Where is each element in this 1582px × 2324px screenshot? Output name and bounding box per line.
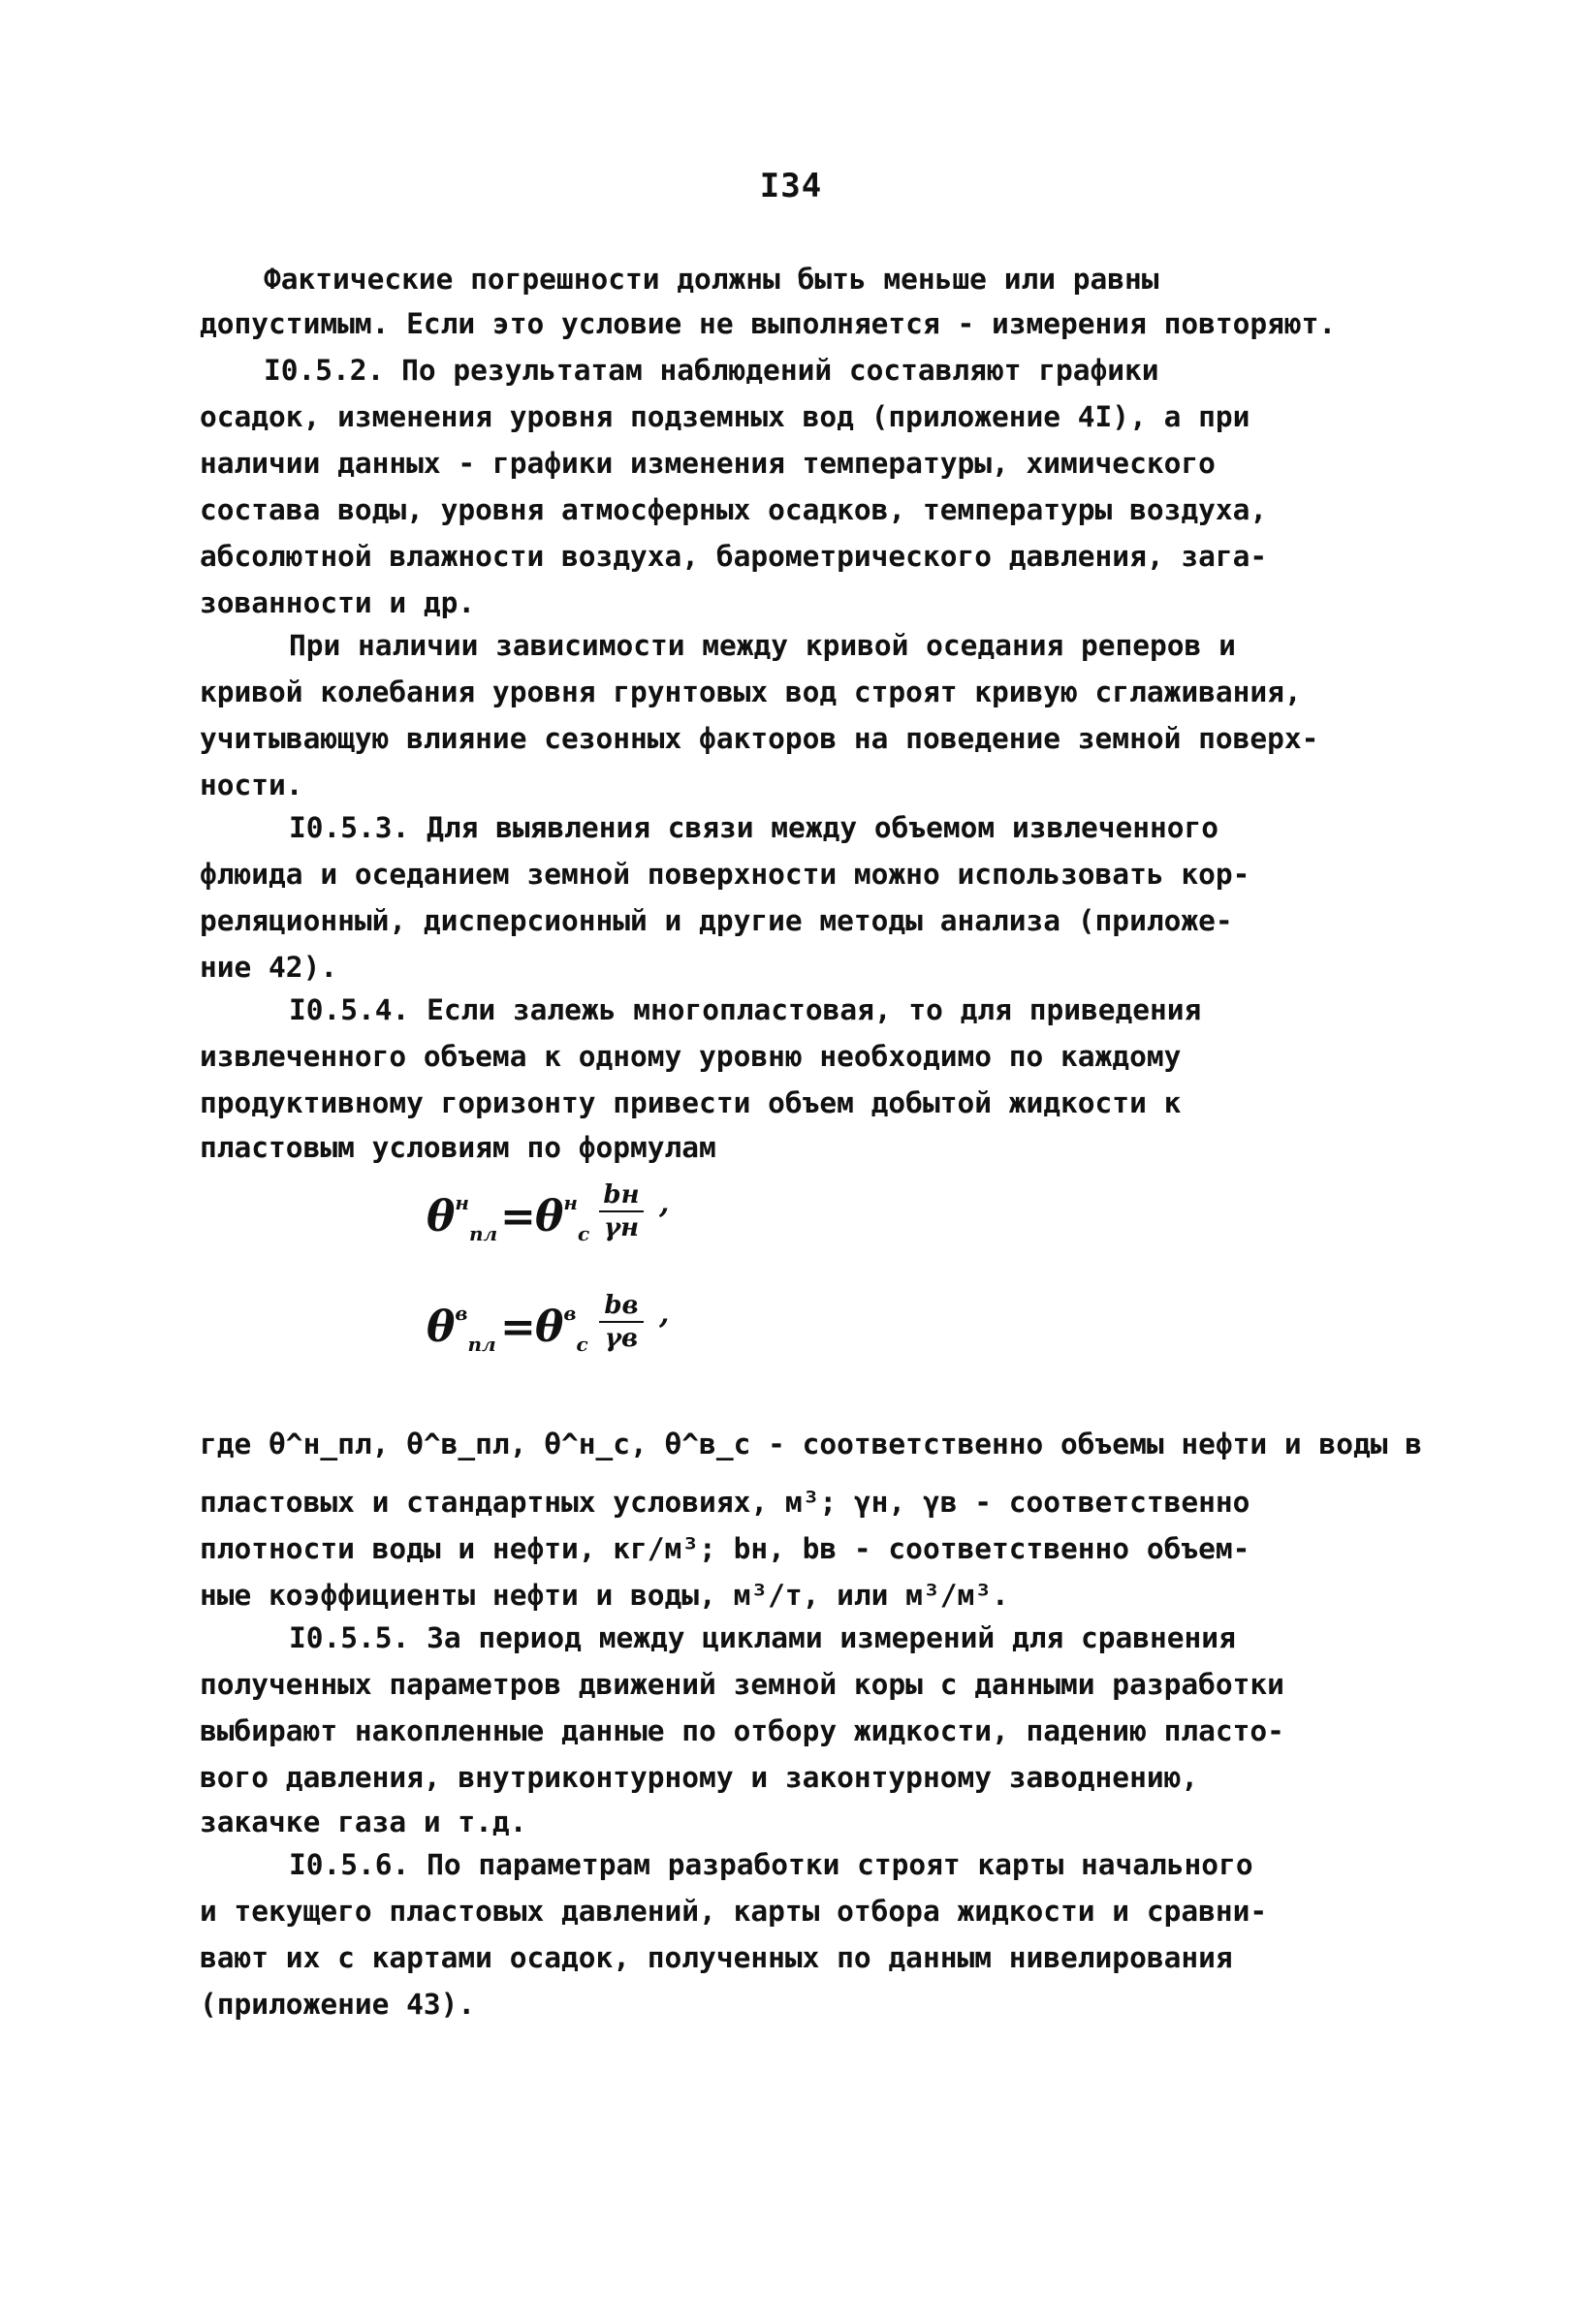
text-line: зованности и др. <box>200 586 476 619</box>
text-line: ности. <box>200 769 303 801</box>
text-line: полученных параметров движений земной коры с данными разработки <box>200 1668 1284 1701</box>
text-line: реляционный, дисперсионный и другие методы анализа (приложе- <box>200 904 1233 937</box>
text-line: пластовым условиям по формулам <box>200 1131 716 1164</box>
formula-water-fraction: bв γв <box>599 1291 644 1353</box>
text-line: I0.5.2. По результатам наблюдений составляют графики <box>264 354 1159 387</box>
text-line: I0.5.3. Для выявления связи между объемом извлеченного <box>289 811 1219 844</box>
text-line: где θ^н_пл, θ^в_пл, θ^н_с, θ^в_с - соответственно объемы нефти и воды в <box>200 1428 1422 1460</box>
text-line: продуктивному горизонту привести объем добытой жидкости к <box>200 1086 1182 1119</box>
text-line: (приложение 43). <box>200 1988 476 2021</box>
formula-oil-fraction: bн γн <box>599 1180 644 1242</box>
text-line: вого давления, внутриконтурному и законтурному заводнению, <box>200 1761 1199 1794</box>
text-line: I0.5.5. За период между циклами измерений для сравнения <box>289 1621 1236 1654</box>
formula-oil-equals: = <box>500 1192 536 1241</box>
text-line: абсолютной влажности воздуха, барометрического давления, зага- <box>200 540 1268 573</box>
formula-oil-lhs: θнпл <box>427 1191 498 1245</box>
text-line: флюида и оседанием земной поверхности можно использовать кор- <box>200 858 1250 891</box>
text-line: осадок, изменения уровня подземных вод (приложение 4I), а при <box>200 400 1250 433</box>
text-line: I0.5.6. По параметрам разработки строят карты начального <box>289 1848 1253 1881</box>
formula-water-rhs: θвс <box>535 1302 588 1356</box>
formula-oil: θнпл = θнс bн γн , <box>427 1180 670 1245</box>
text-line: I0.5.4. Если залежь многопластовая, то для приведения <box>289 993 1202 1026</box>
text-line: ние 42). <box>200 951 338 984</box>
text-line: допустимым. Если это условие не выполняется - измерения повторяют. <box>200 307 1337 340</box>
text-line: ные коэффициенты нефти и воды, м³/т, или м³/м³. <box>200 1579 1009 1612</box>
text-line: выбирают накопленные данные по отбору жидкости, падению пласто- <box>200 1714 1284 1747</box>
text-line: учитывающую влияние сезонных факторов на поведение земной поверх- <box>200 722 1319 755</box>
formula-water: θвпл = θвс bв γв , <box>427 1291 670 1356</box>
text-line: вают их с картами осадок, полученных по данным нивелирования <box>200 1941 1233 1974</box>
text-line: При наличии зависимости между кривой оседания реперов и <box>289 629 1236 662</box>
text-line: кривой колебания уровня грунтовых вод строят кривую сглаживания, <box>200 675 1302 708</box>
page-number: I34 <box>759 167 823 205</box>
text-line: наличии данных - графики изменения температуры, химического <box>200 447 1216 480</box>
text-line: извлеченного объема к одному уровню необходимо по каждому <box>200 1040 1182 1073</box>
formula-oil-rhs: θнс <box>535 1191 590 1245</box>
formula-water-lhs: θвпл <box>427 1302 496 1356</box>
text-line: Фактические погрешности должны быть меньше или равны <box>264 263 1159 296</box>
text-line: состава воды, уровня атмосферных осадков, температуры воздуха, <box>200 493 1268 526</box>
text-line: и текущего пластовых давлений, карты отбора жидкости и сравни- <box>200 1895 1268 1928</box>
text-line: плотности воды и нефти, кг/м³; bн, bв - соответственно объем- <box>200 1532 1250 1565</box>
text-line: закачке газа и т.д. <box>200 1806 527 1838</box>
formula-water-equals: = <box>500 1303 536 1352</box>
text-line: пластовых и стандартных условиях, м³; γн, γв - соответственно <box>200 1486 1250 1519</box>
